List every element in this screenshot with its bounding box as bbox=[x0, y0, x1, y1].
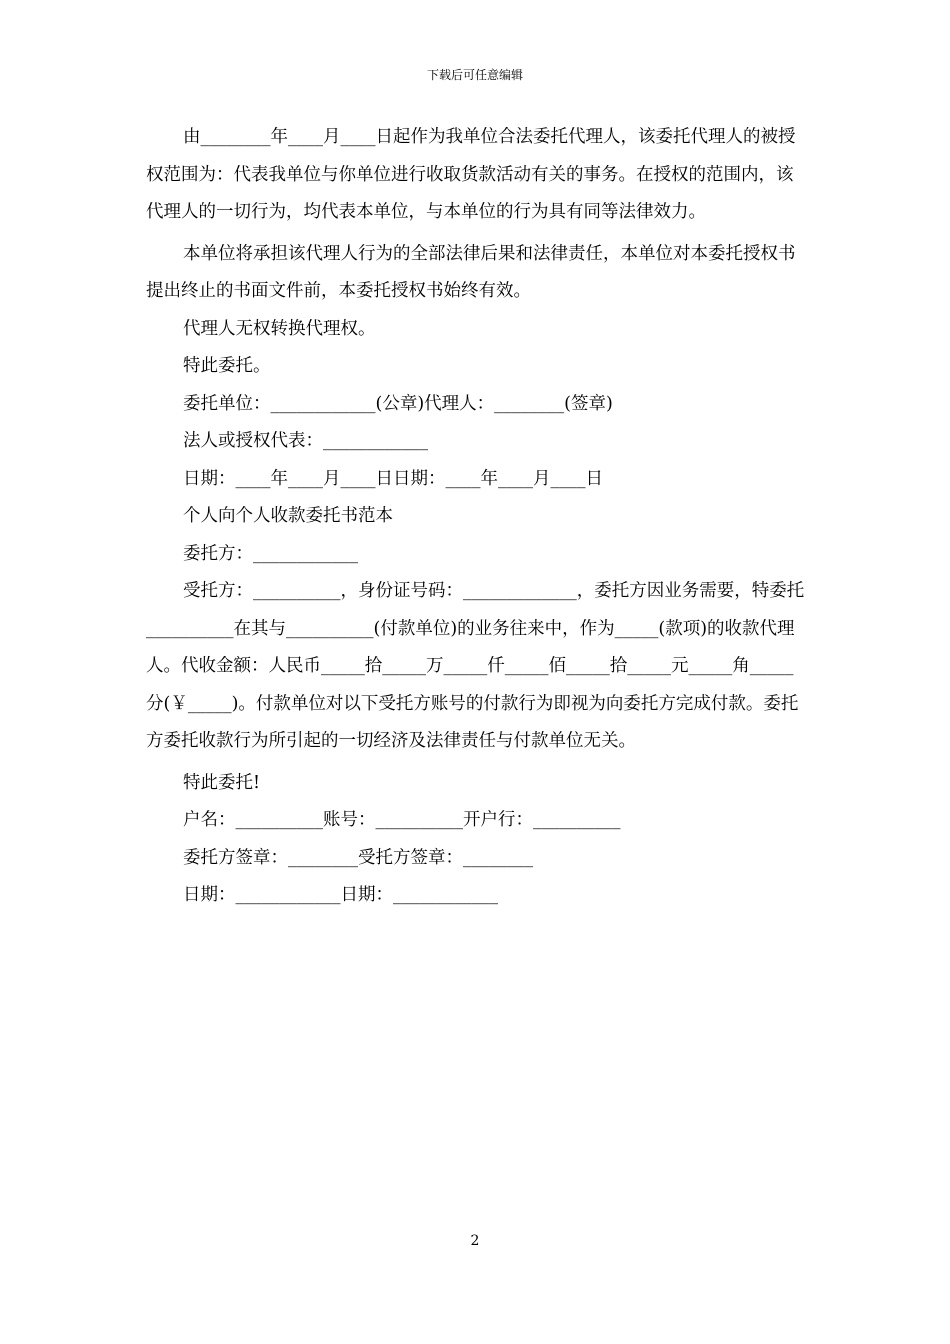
line-dates: 日期：____年____月____日日期：____年____月____日 bbox=[183, 468, 603, 489]
line-signatures: 委托方签章：________受托方签章：________ bbox=[183, 847, 533, 868]
paragraph-hereby-entrust-2: 特此委托! bbox=[183, 772, 261, 793]
paragraph-authorization-scope: 由________年____月____日起作为我单位合法委托代理人，该委托代理人的被授权范围为：代表我单位与你单位进行收取货款活动有关的事务。在授权的范围内，该代理人的一切行为，均代表本单位，与本单位的行为具有同等法律效力。 bbox=[146, 127, 796, 222]
line-signature-dates: 日期：____________日期：____________ bbox=[183, 885, 498, 905]
page-header: 下载后可任意编辑 bbox=[426, 68, 523, 82]
page-number: 2 bbox=[470, 1233, 480, 1249]
paragraph-hereby-entrust: 特此委托。 bbox=[183, 356, 271, 376]
paragraph-agent-details: 受托方：__________，身份证号码：_____________，委托方因业务需要，特委托__________在其与__________(付款单位)的业务往来中，作为_____(款项)的收款代理人。代收金额：人民币_____拾_____万_____仟_____佰_____拾_____元_____角_____分(￥_____)。付款单位对以下受托方账号的付款行为即视为向委托方完成付款。委托方委托收款行为所引起的一切经济及法律责任与付款单位无关。 bbox=[146, 581, 805, 751]
line-legal-representative: 法人或授权代表：____________ bbox=[183, 431, 428, 451]
line-entrusting-unit: 委托单位：____________(公章)代理人：________(签章) bbox=[183, 393, 613, 414]
paragraph-no-transfer: 代理人无权转换代理权。 bbox=[183, 318, 376, 339]
document-body bbox=[146, 119, 810, 915]
paragraph-legal-responsibility: 本单位将承担该代理人行为的全部法律后果和法律责任，本单位对本委托授权书提出终止的书面文件前，本委托授权书始终有效。 bbox=[146, 243, 796, 301]
section-title-personal: 个人向个人收款委托书范本 bbox=[183, 506, 393, 526]
line-account-info: 户名：__________账号：__________开户行：__________ bbox=[183, 810, 621, 830]
line-principal: 委托方：____________ bbox=[183, 543, 358, 564]
